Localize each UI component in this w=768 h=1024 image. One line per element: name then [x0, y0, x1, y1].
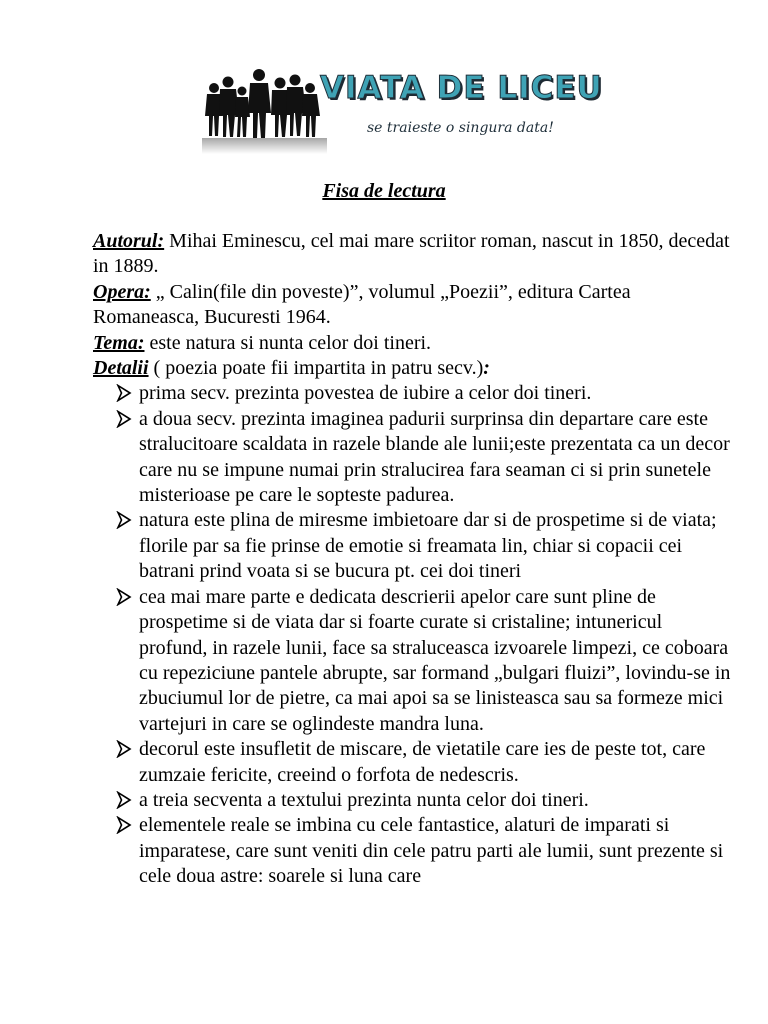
arrow-bullet-icon [116, 410, 132, 428]
arrow-bullet-icon [116, 384, 132, 402]
bullet-text: prima secv. prezinta povestea de iubire a celor doi tineri. [139, 382, 592, 405]
author-label: Autorul: [93, 230, 165, 252]
document-title: Fisa de lectura [322, 180, 446, 202]
bullet-text: cea mai mare parte e dedicata descrierii apelor care sunt pline de prospetime si de viata dar si foarte curate si cristaline; intunericul profund, in razele lunii, face sa straluceasca izvoarele limpezi, ce coboara cu repeziciune pantele abrupte, sar formand „bulgari fluizi”, lovindu-se in zbuciumul lor de pietre, ca mai apoi sa se linisteasca sau sa formeze mici vartejuri in care se oglindeste mandra luna. [139, 585, 731, 735]
bullet-item [93, 813, 733, 889]
logo-title: VIATA DE LICEU [320, 70, 603, 106]
details-bullet-list [93, 381, 733, 889]
theme-paragraph [93, 331, 733, 356]
bullet-text: natura este plina de miresme imbietoare dar si de prospetime si de viata; florile par sa fie prinse de emotie si freamata lin, chiar si copacii cei batrani prind voata si se bucura pt. cei doi tineri [139, 509, 717, 583]
arrow-bullet-icon [116, 740, 132, 758]
work-paragraph [93, 280, 733, 331]
bullet-item [93, 585, 733, 737]
bullet-item [93, 737, 733, 788]
author-text: Mihai Eminescu, cel mai mare scriitor roman, nascut in 1850, decedat in 1889. [93, 230, 730, 278]
arrow-bullet-icon [116, 791, 132, 809]
details-label: Detalii [93, 357, 149, 380]
details-paragraph [93, 356, 733, 381]
bullet-item [93, 381, 733, 406]
bullet-text: elementele reale se imbina cu cele fantastice, alaturi de imparati si imparatese, care sunt veniti din cele patru parti ale lumii, sunt prezente si cele doua astre: soarele si luna care [139, 814, 724, 888]
theme-text: este natura si nunta celor doi tineri. [144, 331, 432, 354]
details-text: ( poezia poate fii impartita in patru secv.) [148, 357, 484, 380]
bullet-text: a treia secventa a textului prezinta nunta celor doi tineri. [139, 788, 589, 811]
arrow-bullet-icon [116, 511, 132, 529]
bullet-text: a doua secv. prezinta imaginea padurii surprinsa din departare care este stralucitoare scaldata in razele blande ale lunii;este prezentata ca un decor care nu se impune numai prin stralucirea fara seaman ci si prin sunetele misterioase pe care le sopteste padurea. [139, 407, 730, 507]
arrow-bullet-icon [116, 816, 132, 834]
bullet-item [93, 788, 733, 813]
work-text: „ Calin(file din poveste)”, volumul „Poezii”, editura Cartea Romaneasca, Bucuresti 1964. [93, 280, 631, 329]
arrow-bullet-icon [116, 588, 132, 606]
work-label: Opera: [93, 280, 151, 303]
document-body [93, 229, 733, 890]
theme-label: Tema: [93, 331, 145, 354]
logo-tagline: se traieste o singura data! [367, 120, 554, 136]
bullet-item [93, 407, 733, 509]
details-colon: : [483, 357, 490, 380]
header-banner [192, 58, 622, 156]
people-silhouettes-graphic [192, 58, 332, 156]
author-paragraph [93, 229, 733, 280]
bullet-item [93, 508, 733, 584]
bullet-text: decorul este insufletit de miscare, de vietatile care ies de peste tot, care zumzaie fericite, creeind o forfota de nedescris. [139, 738, 706, 786]
